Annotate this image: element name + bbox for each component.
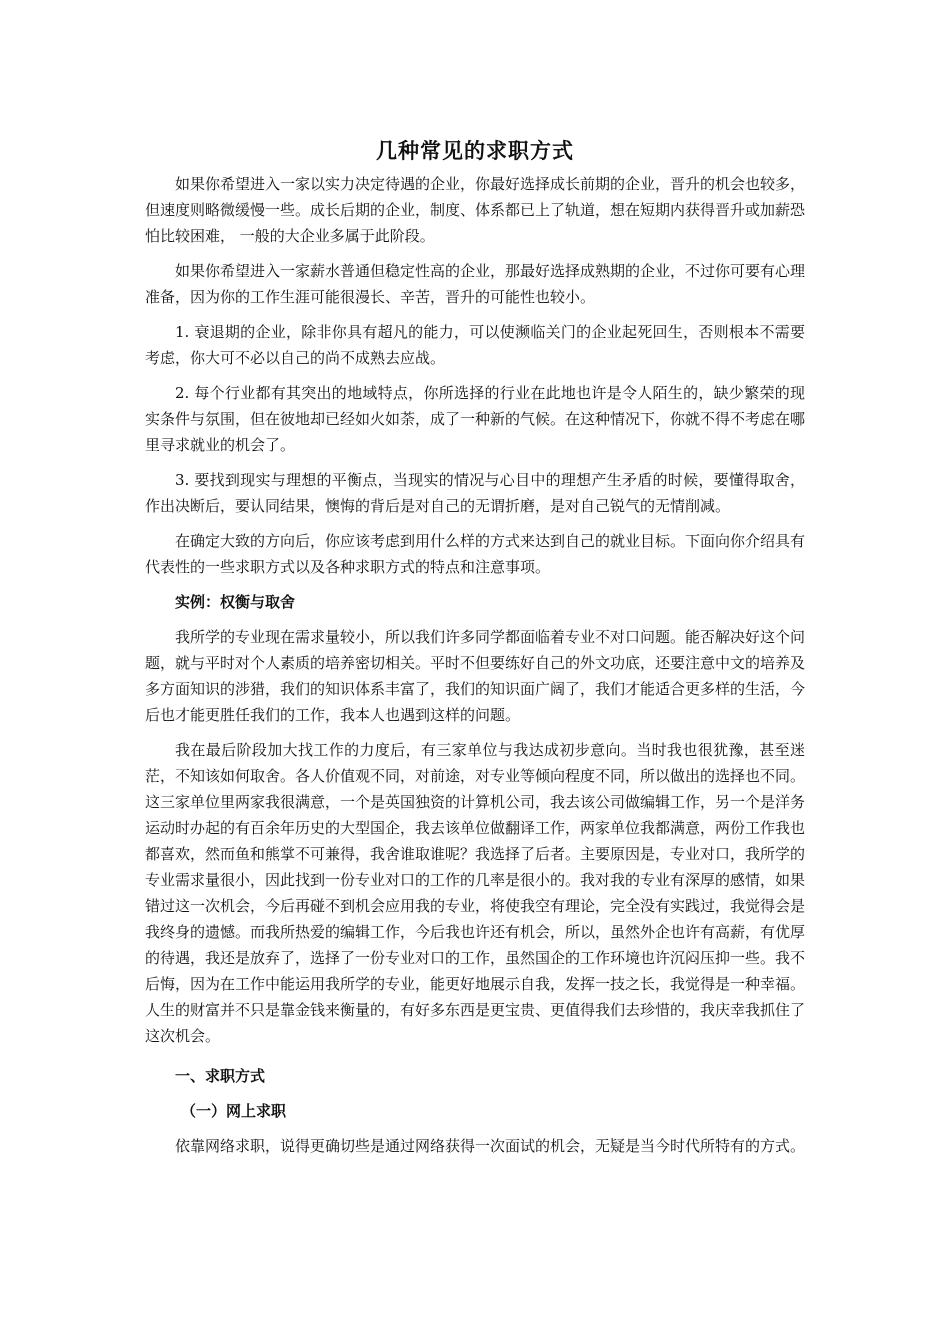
subsection-heading: （一）网上求职 [181,1102,287,1120]
example-heading: 实例：权衡与取舍 [175,593,296,611]
paragraph: 1. 衰退期的企业，除非你具有超凡的能力，可以使濒临关门的企业起死回生，否则根本不需要考虑，你大可不必以自己的尚不成熟去应战。 [145,323,805,367]
example-paragraph: 我所学的专业现在需求量较小，所以我们许多同学都面临着专业不对口问题。能否解决好这个问题，就与平时对个人素质的培养密切相关。平时不但要练好自己的外文功底，还要注意中文的培养及多方面知识的涉猎，我们的知识体系丰富了，我们的知识面广阔了，我们才能适合更多样的生活，今后也才能更胜任我们的工作，我本人也遇到这样的问题。 [145,628,806,724]
paragraph: 如果你希望进入一家以实力决定待遇的企业，你最好选择成长前期的企业，晋升的机会也较多，但速度则略微缓慢一些。成长后期的企业，制度、体系都已上了轨道，想在短期内获得晋升或加薪恐怕比较困难， 一般的大企业多属于此阶段。 [145,175,806,245]
example-paragraph: 我在最后阶段加大找工作的力度后，有三家单位与我达成初步意向。当时我也很犹豫，甚至迷茫，不知该如何取舍。各人价值观不同，对前途，对专业等倾向程度不同，所以做出的选择也不同。这三家单位里两家我很满意，一个是英国独资的计算机公司，我去该公司做编辑工作，另一个是洋务运动时办起的有百余年历史的大型国企，我去该单位做翻译工作，两家单位我都满意，两份工作我也都喜欢，然而鱼和熊掌不可兼得，我舍谁取谁呢？我选择了后者。主要原因是，专业对口，我所学的专业需求量很小，因此找到一份专业对口的工作的几率是很小的。我对我的专业有深厚的感情，如果错过这一次机会，今后再碰不到机会应用我的专业，将使我空有理论，完全没有实践过，我觉得会是我终身的遗憾。而我所热爱的编辑工作，今后我也许还有机会，所以，虽然外企也许有高薪，有优厚的待遇，我还是放弃了，选择了一份专业对口的工作，虽然国企的工作环境也许沉闷压抑一些。我不后悔，因为在工作中能运用我所学的专业，能更好地展示自我，发挥一技之长，我觉得是一种幸福。人生的财富并不只是靠金钱来衡量的，有好多东西是更宝贵、更值得我们去珍惜的，我庆幸我抓住了这次机会。 [145,741,806,1045]
document-title: 几种常见的求职方式 [376,138,574,163]
paragraph: 如果你希望进入一家薪水普通但稳定性高的企业，那最好选择成熟期的企业，不过你可要有心理准备，因为你的工作生涯可能很漫长、辛苦，晋升的可能性也较小。 [145,262,806,306]
paragraph: 2. 每个行业都有其突出的地域特点，你所选择的行业在此地也许是令人陌生的，缺少繁荣的现实条件与氛围，但在彼地却已经如火如荼，成了一种新的气候。在这种情况下，你就不得不考虑在哪里寻求就业的机会了。 [145,384,806,454]
section-heading: 一、求职方式 [175,1067,266,1085]
section-paragraph: 依靠网络求职，说得更确切些是通过网络获得一次面试的机会，无疑是当今时代所特有的方式。 [175,1137,806,1155]
document-page [145,131,805,1168]
paragraph: 3. 要找到现实与理想的平衡点，当现实的情况与心目中的理想产生矛盾的时候，要懂得取舍，作出决断后，要认同结果，懊悔的背后是对自己的无谓折磨，是对自己锐气的无情削减。 [145,471,805,515]
paragraph: 在确定大致的方向后，你应该考虑到用什么样的方式来达到自己的就业目标。下面向你介绍具有代表性的一些求职方式以及各种求职方式的特点和注意事项。 [145,532,806,576]
